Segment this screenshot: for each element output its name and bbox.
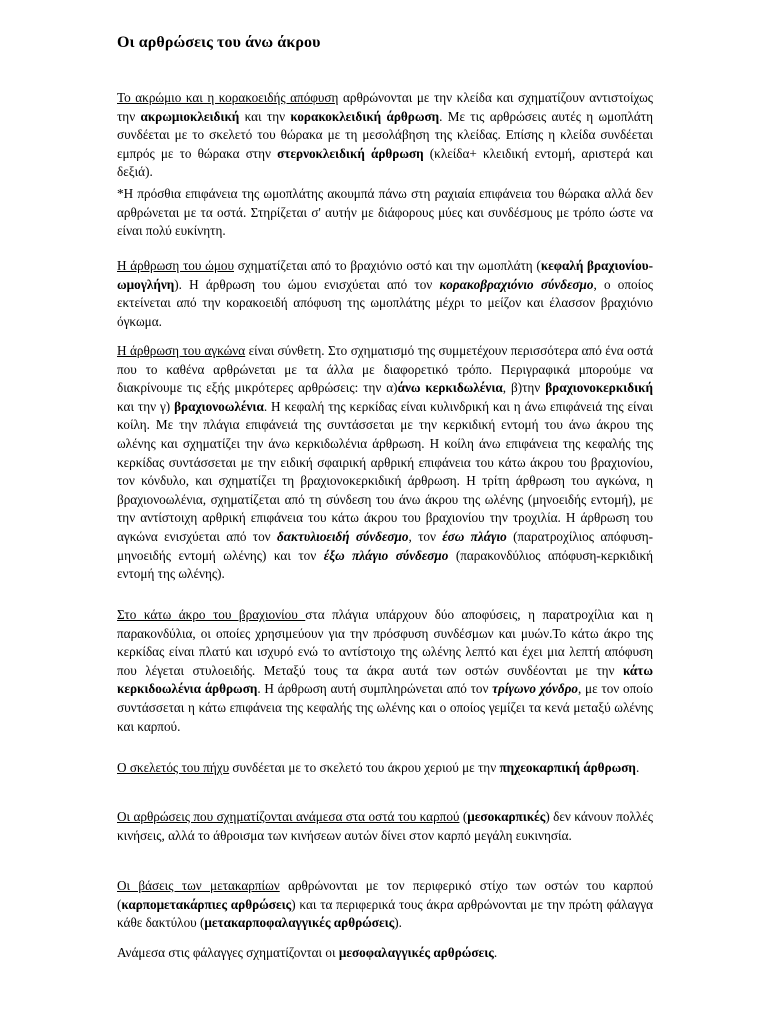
text-run: αρθρώνονται με τον περιφερικό στίχο των οστών του καρπού ( [117,878,653,912]
text-run: . Με τις αρθρώσεις αυτές η ωμοπλάτη συνδέεται με το σκελετό του θώρακα με τη μεσολάβηση της κλείδας. Επίσης η κλείδα συνδέεται εμπρός με το θώρακα στην [117,108,654,161]
text-run: σχηματίζεται από το βραχιόνιο οστό και την ωμοπλάτη ( [234,258,541,273]
paragraph-shoulder-joint [117,257,653,331]
underlined-heading: Το ακρώμιο και η κορακοειδής απόφυση [117,90,339,105]
text-run: *Η πρόσθια επιφάνεια της ωμοπλάτης ακουμπά πάνω στη ραχιαία επιφάνεια του θώρακα αλλά δεν αρθρώνεται με τα οστά. Στηρίζεται σ' αυτήν με διάφορους μύες και συνδέσμους με τρόπο ώστε να είναι πολύ ευκίνητη. [117,186,653,239]
underlined-heading: Οι βάσεις των μετακαρπίων [117,878,280,893]
bold-term: καρπομετακάρπιες αρθρώσεις [121,896,292,912]
text-run: . Η κεφαλή της κερκίδας είναι κυλινδρική και η άνω επιφάνειά της είναι κοίλη. Με την πλάγια επιφάνειά της συντάσσεται με την κερκιδική εντομή του άνω άκρου της ωλένης και σχηματίζει την άνω κερκιδωλένια άρθρωση. Η κοίλη άνω επιφάνεια της κεφαλής της κερκίδας συντάσσεται με την ειδική σφαιρική αρθρική επιφάνεια του κάτω άκρου του βραχιονίου, τον κόνδυλο, και σχηματίζει τη βραχιονοκερκιδική άρθρωση. Η τρίτη άρθρωση του αγκώνα, η βραχιονοωλένια, σχηματίζεται από τη σύνδεση του άνω άκρου της ωλένης (μηνοειδής εντομή), με την αντίστοιχη αρθρική επιφάνεια του κάτω άκρου του βραχιονίου την τροχιλία. Η άρθρωση του αγκώνα ενισχύεται από τον [117,398,653,544]
bold-term: άνω κερκιδωλένια [397,380,503,396]
underlined-heading: Η άρθρωση του ώμου [117,258,235,273]
paragraph-forearm-skeleton [117,759,653,778]
text-run: και την γ) [117,398,175,414]
text-run: ). [394,915,402,931]
text-run: . Η άρθρωση αυτή συμπληρώνεται από τον [257,681,493,697]
paragraph-elbow-joint [117,342,653,584]
bold-term: κεφαλή βραχιονίου-ωμογλήνη [117,258,653,292]
paragraph-scapula-note [117,185,653,241]
bold-term: στερνοκλειδική άρθρωση [277,145,424,161]
text-run: (κλείδα+ κλειδική εντομή, αριστερά και δεξιά). [117,145,654,180]
text-run: , με τον οποίο συντάσσεται η κάτω επιφάνεια της κεφαλής της ωλένης και ο οποίος γεμίζει τα κενά μεταξύ ωλένης και καρπού. [117,681,653,734]
underlined-heading: Ο σκελετός του πήχυ [117,760,230,775]
text-run: Ανάμεσα στις φάλαγγες σχηματίζονται οι [117,945,339,960]
paragraph-lower-humerus [117,606,653,736]
text-run: συνδέεται με το σκελετό του άκρου χεριού με την [229,760,500,775]
text-run: , ο οποίος εκτείνεται από την κορακοειδή απόφυση της ωμοπλάτης μέχρι το μείζον και έλασσον βραχιόνιο όγκωμα. [117,276,654,329]
text-run: ( [459,809,468,824]
bold-term: μεσοφαλαγγικές αρθρώσεις [338,945,494,960]
text-run: . [635,760,640,775]
paragraph-phalanges [117,944,653,963]
text-run: στα πλάγια υπάρχουν δύο αποφύσεις, η παρατροχίλια και η παρακονδύλια, οι οποίες χρησιμεύουν για την πρόσφυση συνδέσμων και μυών.Το κάτω άκρο της κερκίδας είναι πλατύ και ισχυρό ενώ το αντίστοιχο της ωλένης λεπτό και έχει μια λεπτή απόφυση που λέγεται στυλοειδής. Μεταξύ τους τα άκρα αυτά των οστών συνδέονται με την [117,607,653,678]
text-run: ) δεν κάνουν πολλές κινήσεις, αλλά το άθροισμα των κινήσεων αυτών δίνει στον καρπό μεγάλη ευκινησία. [117,809,653,843]
text-run: . [493,945,498,960]
bold-italic-term: έσω πλάγιο [442,528,507,544]
text-run: ). Η άρθρωση του ώμου ενισχύεται από τον [174,276,440,292]
bold-term: βραχιονοκερκιδική [545,380,653,396]
bold-term: βραχιονοωλένια [174,398,264,414]
paragraph-shoulder-girdle [117,89,653,182]
bold-term: ακρωμιοκλειδική [140,108,240,124]
bold-term: πηχεοκαρπική άρθρωση [499,760,636,775]
text-run: αρθρώνονται με την κλείδα και σχηματίζουν αντιστοίχως την [117,90,653,124]
paragraph-metacarpals [117,877,653,933]
text-run: , β)την [502,380,546,396]
bold-italic-term: δακτυλιοειδή σύνδεσμο [276,528,409,544]
underlined-heading: Στο κάτω άκρο του βραχιονίου [117,607,306,622]
text-run: (παρακονδύλιος απόφυση-κερκιδική εντομή της ωλένης). [117,547,653,582]
bold-term: κορακοκλειδική άρθρωση [290,108,440,124]
page-title: Οι αρθρώσεις του άνω άκρου [117,34,321,51]
underlined-heading: Οι αρθρώσεις που σχηματίζονται ανάμεσα στα οστά του καρπού [117,809,460,824]
text-run: είναι σύνθετη. Στο σχηματισμό της συμμετέχουν περισσότερα από ένα οστά που το καθένα αρθρώνεται με τα άλλα με διαφορετικό τρόπο. Περιγραφικά μπορούμε να διακρίνουμε τις εξής μικρότερες αρθρώσεις: την α) [117,343,653,396]
paragraph-carpal-joints [117,808,653,845]
text-run: , τον [408,528,443,544]
bold-italic-term: κορακοβραχιόνιο σύνδεσμο [439,276,594,292]
bold-term: μετακαρποφαλαγγικές αρθρώσεις [204,915,395,931]
underlined-heading: Η άρθρωση του αγκώνα [117,343,246,358]
bold-italic-term: έξω πλάγιο σύνδεσμο [323,547,449,563]
text-run: (παρατροχίλιος απόφυση-μηνοειδής εντομή ωλένης) και τον [117,528,654,563]
bold-term: κάτω κερκιδοωλένια άρθρωση [117,662,653,697]
text-run: ) και τα περιφερικά τους άκρα αρθρώνονται με την πρώτη φάλαγγα κάθε δακτύλου ( [117,896,653,931]
text-run: και την [239,108,291,124]
bold-italic-term: τρίγωνο χόνδρο [492,681,579,697]
bold-term: μεσοκαρπικές [467,809,546,824]
